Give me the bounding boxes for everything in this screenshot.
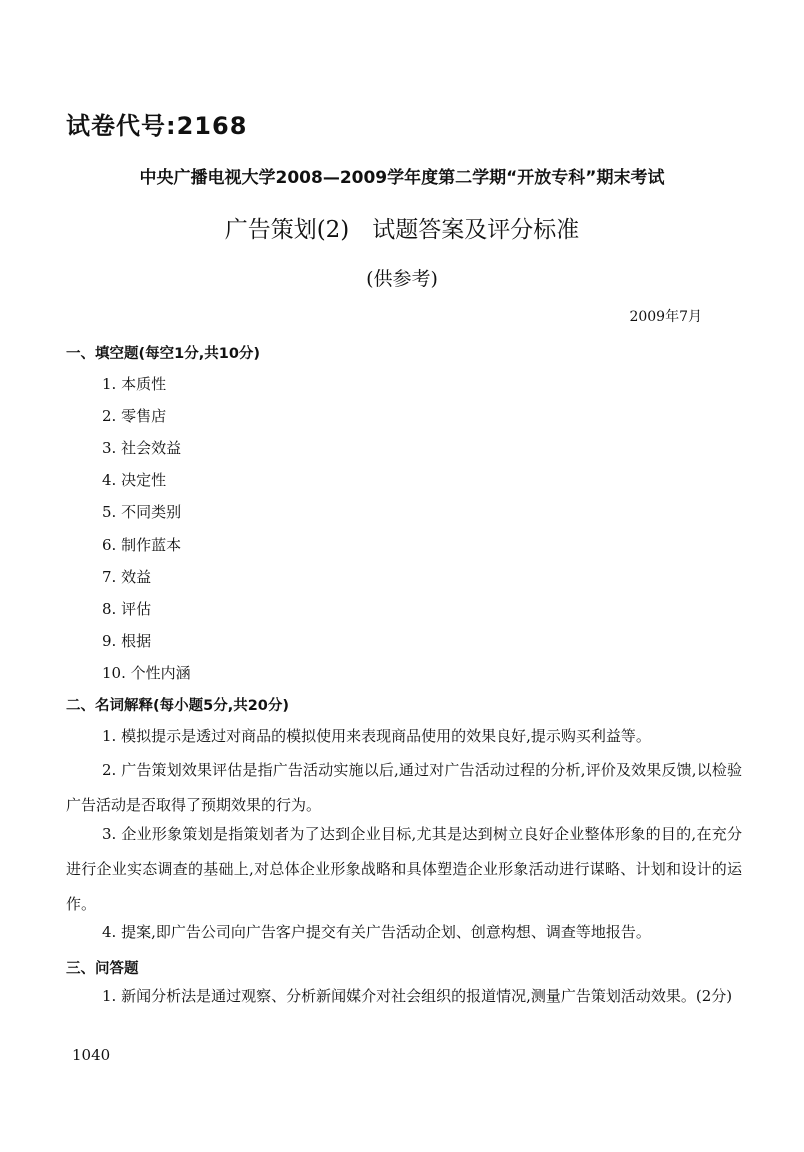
section-title-term-explanation: 二、名词解释(每小题5分,共20分) <box>66 698 290 714</box>
section-title-questions: 三、问答题 <box>66 961 139 977</box>
answer-paragraph: 1. 模拟提示是透过对商品的模拟使用来表现商品使用的效果良好,提示购买利益等。 <box>102 727 651 745</box>
answer-item: 9. 根据 <box>102 632 152 650</box>
answer-paragraph: 2. 广告策划效果评估是指广告活动实施以后,通过对广告活动过程的分析,评价及效果反馈,以检验广告活动是否取得了预期效果的行为。 <box>66 761 742 814</box>
document-title: 广告策划(2) 试题答案及评分标准 <box>224 217 580 243</box>
answer-item: 10. 个性内涵 <box>102 664 191 682</box>
answer-item: 8. 评估 <box>102 600 152 618</box>
document-subtitle: (供参考) <box>366 268 438 290</box>
answer-paragraph: 1. 新闻分析法是通过观察、分析新闻媒介对社会组织的报道情况,测量广告策划活动效果。(2分) <box>102 987 733 1005</box>
answer-item: 2. 零售店 <box>102 407 167 425</box>
answer-item: 3. 社会效益 <box>102 439 182 457</box>
section-title-fill-blank: 一、填空题(每空1分,共10分) <box>66 346 261 362</box>
exam-header: 中央广播电视大学2008—2009学年度第二学期“开放专科”期末考试 <box>139 168 665 188</box>
answer-paragraph: 4. 提案,即广告公司向广告客户提交有关广告活动企划、创意构想、调查等地报告。 <box>102 923 651 941</box>
answer-paragraph: 3. 企业形象策划是指策划者为了达到企业目标,尤其是达到树立良好企业整体形象的目的,在充分进行企业实态调查的基础上,对总体企业形象战略和具体塑造企业形象活动进行谋略、计划和设计的运作。 <box>66 825 742 913</box>
answer-item: 4. 决定性 <box>102 471 167 489</box>
answer-item: 6. 制作蓝本 <box>102 536 182 554</box>
answer-item: 5. 不同类别 <box>102 503 182 521</box>
answer-item: 7. 效益 <box>102 568 152 586</box>
paper-code: 试卷代号:2168 <box>66 112 248 140</box>
answer-item: 1. 本质性 <box>102 375 167 393</box>
page-number: 1040 <box>72 1046 111 1064</box>
document-date: 2009年7月 <box>629 309 702 325</box>
